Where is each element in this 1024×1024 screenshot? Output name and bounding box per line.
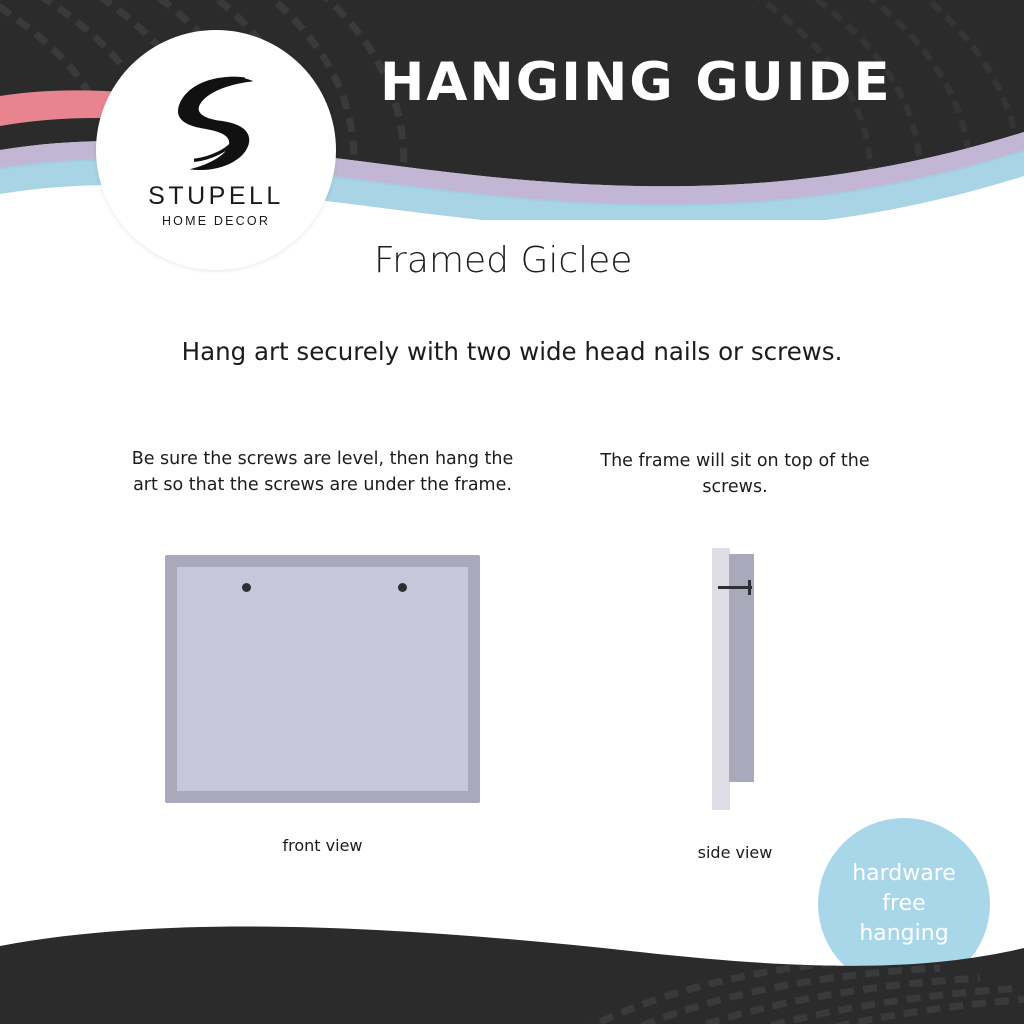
screw-dot-left bbox=[242, 583, 251, 592]
front-view-label: front view bbox=[282, 836, 363, 855]
brand-subtitle: HOME DECOR bbox=[161, 214, 271, 228]
front-view-section bbox=[130, 446, 515, 498]
product-type: Framed Giclee bbox=[374, 240, 633, 281]
page-title: HANGING GUIDE bbox=[380, 52, 892, 113]
main-instruction: Hang art securely with two wide head nails or screws. bbox=[181, 337, 843, 366]
side-view-section bbox=[570, 448, 900, 500]
brand-logo bbox=[96, 30, 336, 270]
bottom-decorative-band bbox=[0, 904, 1024, 1024]
badge-line-1: hardware bbox=[852, 861, 956, 886]
side-view-screw bbox=[718, 586, 752, 589]
brand-name: STUPELL bbox=[148, 182, 284, 210]
front-view-frame-inner bbox=[177, 567, 468, 791]
badge-line-2: free bbox=[882, 891, 926, 916]
side-view-label: side view bbox=[697, 843, 773, 862]
side-view-caption: The frame will sit on top of the screws. bbox=[600, 451, 870, 497]
front-view-caption: Be sure the screws are level, then hang the art so that the screws are under the frame. bbox=[131, 449, 514, 495]
screw-dot-right bbox=[398, 583, 407, 592]
swoosh-s-icon bbox=[161, 68, 271, 178]
badge-line-3: hanging bbox=[859, 921, 949, 946]
side-view-screw-head bbox=[748, 580, 751, 595]
front-view-frame-diagram bbox=[165, 555, 480, 803]
